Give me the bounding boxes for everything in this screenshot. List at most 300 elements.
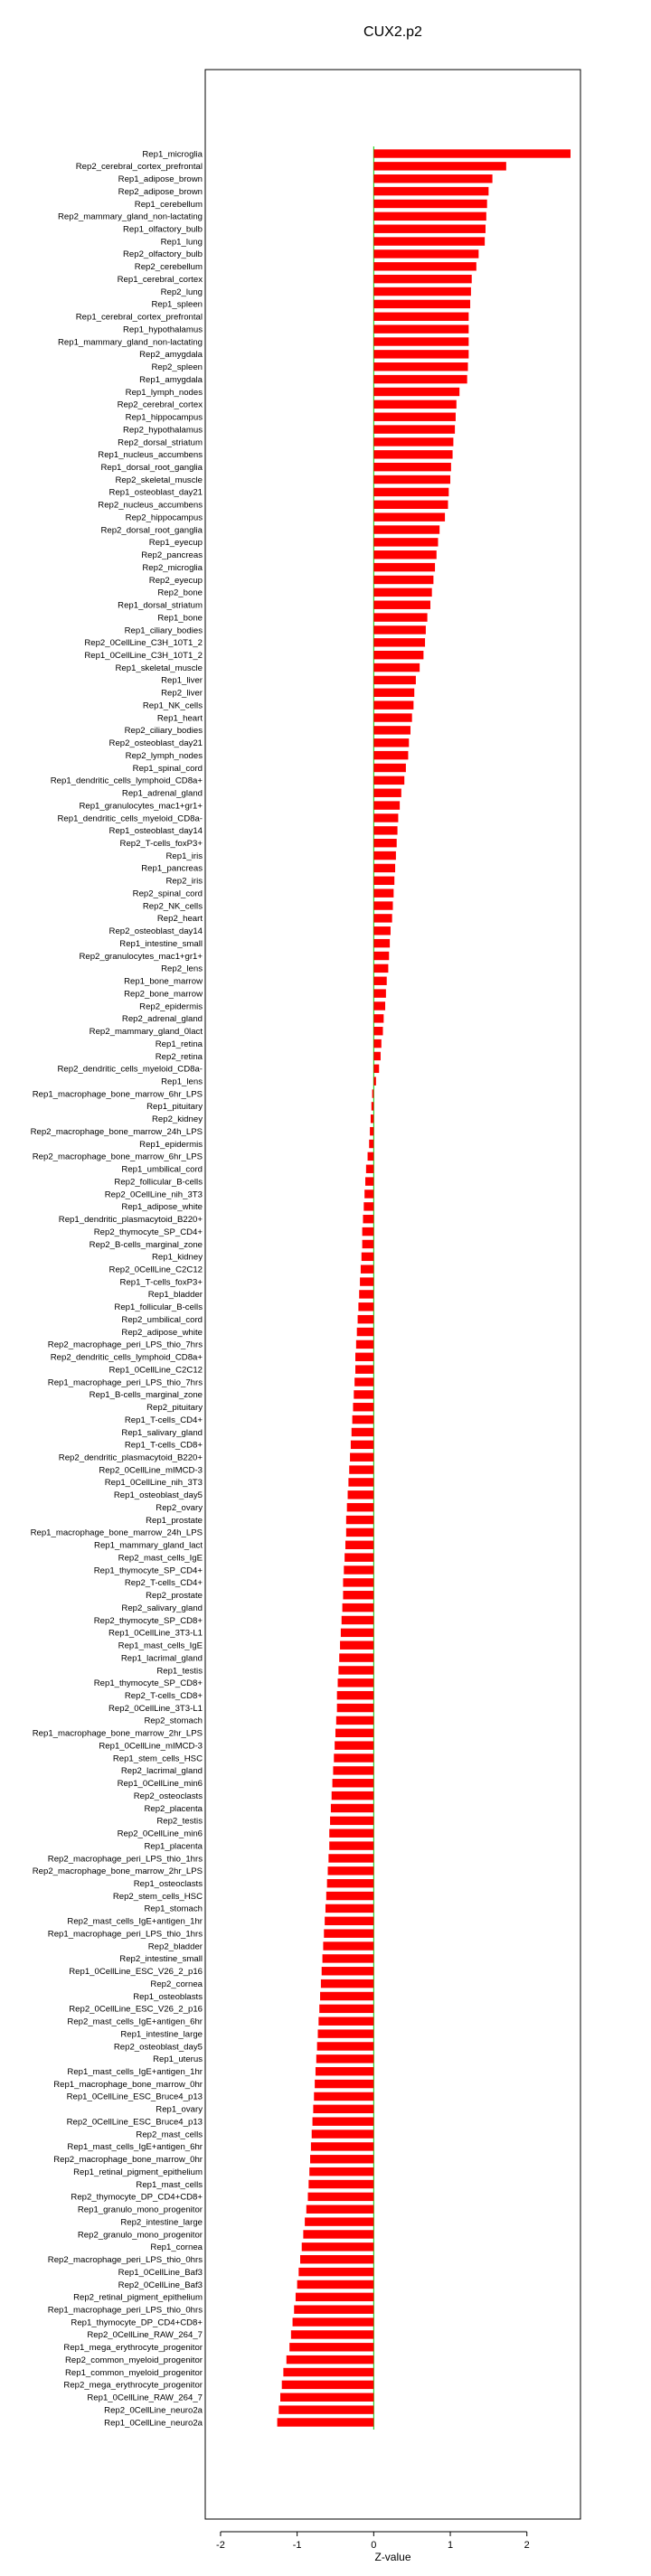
category-label: Rep1_0CellLine_RAW_264_7 xyxy=(87,2393,203,2403)
category-label: Rep1_pancreas xyxy=(141,863,203,874)
bar xyxy=(354,1377,373,1386)
bar xyxy=(335,1741,373,1749)
bar xyxy=(373,413,456,421)
x-tick-label: -1 xyxy=(292,2540,302,2551)
bar xyxy=(326,1892,374,1900)
category-label: Rep2_mammary_gland_non-lactating xyxy=(58,212,203,222)
category-label: Rep2_dendritic_cells_myeloid_CD8a- xyxy=(57,1064,203,1075)
category-label: Rep1_0CellLine_3T3-L1 xyxy=(108,1628,203,1639)
chart-title: CUX2.p2 xyxy=(363,24,422,40)
bar xyxy=(280,2393,373,2402)
bar xyxy=(317,2042,374,2050)
category-label: Rep2_mast_cells_IgE xyxy=(118,1553,203,1564)
bar xyxy=(373,776,404,785)
category-label: Rep1_lymph_nodes xyxy=(125,387,203,398)
bar xyxy=(373,877,394,885)
category-label: Rep2_0CellLine_Baf3 xyxy=(118,2280,203,2290)
category-label: Rep2_bone_marrow xyxy=(124,989,203,1000)
category-label: Rep1_mast_cells xyxy=(136,2179,203,2190)
bar xyxy=(373,764,406,772)
category-label: Rep1_macrophage_peri_LPS_thio_1hrs xyxy=(47,1929,203,1940)
bar xyxy=(359,1290,373,1298)
bar xyxy=(293,2317,374,2326)
bar xyxy=(373,989,386,997)
bar xyxy=(338,1666,373,1674)
bar xyxy=(362,1253,374,1261)
bar xyxy=(360,1277,373,1285)
category-label: Rep1_thymocyte_SP_CD4+ xyxy=(93,1565,203,1576)
category-label: Rep1_granulo_mono_progenitor xyxy=(77,2205,203,2215)
category-label: Rep2_lens xyxy=(161,964,203,974)
bar xyxy=(371,1114,373,1123)
category-label: Rep1_lung xyxy=(160,237,203,248)
bar xyxy=(373,826,397,834)
bar xyxy=(338,1678,374,1687)
bar xyxy=(283,2368,373,2376)
category-label: Rep2_mast_cells xyxy=(136,2129,203,2140)
bar xyxy=(363,1215,373,1223)
category-label: Rep1_stomach xyxy=(144,1904,203,1914)
category-label: Rep1_0CellLine_ESC_Bruce4_p13 xyxy=(66,2092,203,2102)
category-label: Rep2_0CellLine_C2C12 xyxy=(108,1264,203,1275)
bar xyxy=(329,1829,373,1838)
category-label: Rep2_bladder xyxy=(147,1941,203,1952)
category-label: Rep2_T-cells_CD8+ xyxy=(124,1690,203,1701)
bar xyxy=(321,1979,373,1988)
category-label: Rep1_macrophage_peri_LPS_thio_0hrs xyxy=(47,2305,203,2316)
category-label: Rep2_bone xyxy=(157,588,203,598)
bar xyxy=(373,738,409,747)
bar xyxy=(366,1165,373,1173)
category-label: Rep2_testis xyxy=(156,1816,203,1827)
bar xyxy=(289,2343,373,2351)
category-label: Rep1_macrophage_bone_marrow_6hr_LPS xyxy=(32,1089,203,1100)
category-label: Rep2_stem_cells_HSC xyxy=(112,1891,203,1902)
bar xyxy=(363,1202,373,1210)
category-label: Rep2_macrophage_peri_LPS_thio_1hrs xyxy=(47,1854,203,1865)
bar xyxy=(373,888,393,897)
bar xyxy=(373,337,468,345)
category-label: Rep2_spinal_cord xyxy=(132,888,203,899)
x-tick-label: 1 xyxy=(447,2540,454,2551)
category-label: Rep1_dorsal_root_ganglia xyxy=(100,462,203,473)
bar xyxy=(347,1503,374,1511)
category-label: Rep2_adipose_brown xyxy=(118,186,203,197)
bar xyxy=(355,1353,373,1361)
bar xyxy=(339,1653,373,1661)
bar xyxy=(300,2255,373,2263)
category-label: Rep2_pituitary xyxy=(146,1403,203,1414)
category-label: Rep1_granulocytes_mac1+gr1+ xyxy=(79,801,203,812)
category-label: Rep2_nucleus_accumbens xyxy=(98,500,203,511)
bar xyxy=(327,1879,374,1887)
category-label: Rep1_osteoclasts xyxy=(133,1879,203,1890)
category-label: Rep2_dorsal_root_ganglia xyxy=(100,525,203,536)
bar xyxy=(333,1779,374,1787)
category-label: Rep1_hypothalamus xyxy=(122,324,203,335)
bar xyxy=(354,1390,373,1398)
bar xyxy=(331,1804,373,1812)
bar xyxy=(373,638,425,646)
category-label: Rep2_T-cells_CD4+ xyxy=(124,1578,203,1589)
x-tick-label: 2 xyxy=(524,2540,530,2551)
bar xyxy=(320,1992,373,2000)
bar xyxy=(316,2054,374,2063)
bar xyxy=(307,2193,373,2201)
bar xyxy=(373,1089,374,1097)
bar xyxy=(373,651,423,659)
bar xyxy=(335,1729,373,1737)
category-label: Rep2_osteoblast_day21 xyxy=(108,738,203,749)
category-label: Rep2_macrophage_bone_marrow_0hr xyxy=(53,2155,203,2166)
bar xyxy=(315,2080,373,2088)
category-label: Rep1_bone xyxy=(157,613,203,624)
category-label: Rep2_follicular_B-cells xyxy=(114,1177,203,1188)
bar xyxy=(373,700,413,709)
category-label: Rep2_heart xyxy=(156,914,203,925)
bar xyxy=(373,313,468,321)
category-label: Rep1_lens xyxy=(161,1076,203,1087)
category-label: Rep1_T-cells_CD4+ xyxy=(124,1415,203,1425)
bar xyxy=(373,512,445,521)
plot-frame xyxy=(205,70,580,2519)
bar xyxy=(330,1817,373,1825)
bar xyxy=(302,2242,374,2251)
bar xyxy=(373,425,455,433)
category-label: Rep2_macrophage_bone_marrow_2hr_LPS xyxy=(32,1866,203,1877)
category-label: Rep1_amygdala xyxy=(139,374,203,385)
category-label: Rep1_0CellLine_Baf3 xyxy=(118,2267,203,2278)
category-label: Rep1_dendritic_cells_myeloid_CD8a- xyxy=(57,813,203,824)
category-label: Rep2_intestine_small xyxy=(119,1954,203,1965)
category-label: Rep1_kidney xyxy=(151,1252,203,1263)
category-label: Rep2_placenta xyxy=(144,1803,203,1814)
category-label: Rep2_cerebral_cortex xyxy=(117,400,203,410)
category-label: Rep2_lung xyxy=(160,287,203,297)
bar xyxy=(373,275,471,283)
category-label: Rep2_T-cells_foxP3+ xyxy=(119,839,203,850)
category-label: Rep2_epidermis xyxy=(139,1001,203,1012)
bar xyxy=(313,2117,374,2125)
bar xyxy=(364,1189,373,1198)
bar xyxy=(370,1127,373,1135)
category-label: Rep1_0CellLine_min6 xyxy=(117,1779,203,1790)
category-label: Rep2_olfactory_bulb xyxy=(122,249,203,260)
category-label: Rep2_NK_cells xyxy=(142,901,203,912)
bar xyxy=(373,563,435,571)
category-label: Rep1_dendritic_cells_lymphoid_CD8a+ xyxy=(50,776,203,786)
bar xyxy=(373,1065,379,1073)
category-label: Rep1_osteoblast_day21 xyxy=(108,487,203,498)
bar xyxy=(373,676,416,684)
category-label: Rep2_hippocampus xyxy=(125,512,203,523)
bar xyxy=(313,2105,373,2113)
bar xyxy=(316,2067,373,2075)
category-label: Rep1_B-cells_marginal_zone xyxy=(89,1390,203,1401)
bar xyxy=(373,839,396,847)
category-label: Rep2_0CellLine_neuro2a xyxy=(104,2405,203,2416)
category-label: Rep1_spinal_cord xyxy=(132,763,203,774)
category-label: Rep2_0CellLine_mIMCD-3 xyxy=(99,1465,203,1476)
category-label: Rep2_microglia xyxy=(142,562,203,573)
category-label: Rep1_microglia xyxy=(142,149,203,160)
category-label: Rep1_0CellLine_neuro2a xyxy=(104,2418,203,2429)
bar xyxy=(349,1465,373,1473)
bar xyxy=(373,914,392,922)
category-label: Rep2_cornea xyxy=(150,1979,203,1989)
bar xyxy=(373,977,386,985)
category-label: Rep1_uterus xyxy=(153,2054,203,2065)
category-label: Rep1_hippocampus xyxy=(125,412,203,423)
category-label: Rep1_intestine_large xyxy=(120,2029,203,2040)
bar xyxy=(373,475,450,484)
category-label: Rep1_0CellLine_C3H_10T1_2 xyxy=(84,650,203,661)
category-label: Rep1_T-cells_foxP3+ xyxy=(119,1277,203,1288)
category-label: Rep2_mast_cells_IgE+antigen_1hr xyxy=(67,1916,203,1927)
bar xyxy=(373,224,486,232)
category-label: Rep1_osteoblasts xyxy=(133,1991,203,2002)
category-label: Rep2_dorsal_striatum xyxy=(118,437,203,448)
bar xyxy=(361,1264,373,1273)
bar xyxy=(373,601,430,609)
category-label: Rep2_umbilical_cord xyxy=(121,1314,203,1325)
bar xyxy=(346,1516,373,1524)
bar xyxy=(356,1340,373,1349)
bar xyxy=(373,801,400,809)
bar xyxy=(319,2005,373,2013)
category-label: Rep1_adrenal_gland xyxy=(121,788,203,799)
bar xyxy=(373,901,392,909)
category-label: Rep1_testis xyxy=(156,1666,203,1677)
bar xyxy=(337,1691,374,1699)
bar xyxy=(305,2217,373,2225)
bar xyxy=(342,1616,374,1624)
bar xyxy=(373,300,470,308)
category-label: Rep2_0CellLine_ESC_V26_2_p16 xyxy=(69,2004,203,2015)
bar xyxy=(323,1954,374,1962)
category-label: Rep2_macrophage_peri_LPS_thio_0hrs xyxy=(47,2255,203,2266)
category-label: Rep2_lacrimal_gland xyxy=(120,1766,203,1777)
bar xyxy=(341,1629,373,1637)
bar xyxy=(373,689,414,697)
category-label: Rep1_dendritic_plasmacytoid_B220+ xyxy=(58,1215,203,1226)
bar xyxy=(373,463,451,471)
category-label: Rep1_common_myeloid_progenitor xyxy=(65,2367,203,2378)
category-label: Rep2_hypothalamus xyxy=(122,425,203,436)
category-label: Rep1_mega_erythrocyte_progenitor xyxy=(63,2343,203,2354)
bar xyxy=(346,1528,373,1537)
x-axis-label: Z-value xyxy=(374,2551,411,2563)
category-label: Rep2_intestine_large xyxy=(120,2217,203,2228)
category-label: Rep1_0CellLine_mIMCD-3 xyxy=(99,1741,203,1752)
bar xyxy=(373,1052,381,1060)
category-label: Rep2_0CellLine_ESC_Bruce4_p13 xyxy=(66,2117,203,2128)
bar xyxy=(373,1076,376,1085)
category-label: Rep2_salivary_gland xyxy=(121,1603,203,1613)
bar xyxy=(373,212,486,221)
bar xyxy=(373,162,506,170)
category-label: Rep1_mammary_gland_lact xyxy=(94,1540,203,1551)
bar xyxy=(340,1641,373,1650)
bar xyxy=(345,1541,373,1549)
category-label: Rep1_ciliary_bodies xyxy=(124,625,203,636)
bar xyxy=(329,1841,373,1849)
bar xyxy=(344,1565,373,1574)
category-label: Rep2_retina xyxy=(155,1051,203,1062)
bar xyxy=(358,1302,373,1311)
category-label: Rep1_prostate xyxy=(146,1515,203,1526)
category-label: Rep1_NK_cells xyxy=(142,700,203,711)
category-label: Rep1_iris xyxy=(165,851,203,861)
x-tick-label: -2 xyxy=(216,2540,225,2551)
category-label: Rep1_macrophage_bone_marrow_0hr xyxy=(53,2079,203,2090)
bar xyxy=(307,2205,374,2214)
bar xyxy=(373,237,485,245)
category-label: Rep1_liver xyxy=(161,675,203,686)
category-label: Rep1_placenta xyxy=(144,1841,203,1852)
category-label: Rep2_thymocyte_SP_CD4+ xyxy=(93,1227,203,1237)
category-label: Rep2_skeletal_muscle xyxy=(115,475,203,485)
category-label: Rep2_0CellLine_3T3-L1 xyxy=(108,1703,203,1714)
bar xyxy=(373,964,388,973)
category-label: Rep2_0CellLine_nih_3T3 xyxy=(104,1189,203,1200)
bar xyxy=(278,2418,374,2426)
bar xyxy=(351,1441,373,1449)
category-label: Rep2_macrophage_bone_marrow_24h_LPS xyxy=(30,1126,203,1137)
category-label: Rep2_macrophage_peri_LPS_thio_7hrs xyxy=(47,1340,203,1350)
category-label: Rep1_adipose_brown xyxy=(118,174,203,185)
category-label: Rep1_osteoblast_day14 xyxy=(108,826,203,837)
bar xyxy=(344,1553,373,1561)
bar xyxy=(323,1941,373,1950)
category-label: Rep2_prostate xyxy=(146,1591,203,1602)
bar xyxy=(373,287,471,296)
bar xyxy=(365,1177,373,1185)
bar xyxy=(318,2017,373,2026)
bar xyxy=(310,2155,373,2163)
bar xyxy=(373,149,571,157)
bar xyxy=(343,1591,373,1599)
category-label: Rep2_osteoblast_day5 xyxy=(113,2042,203,2053)
bar xyxy=(309,2167,373,2176)
category-label: Rep2_common_myeloid_progenitor xyxy=(65,2355,203,2365)
category-label: Rep1_cerebral_cortex xyxy=(117,274,203,285)
bar xyxy=(352,1428,374,1436)
bar xyxy=(298,2268,373,2276)
category-label: Rep2_dendritic_cells_lymphoid_CD8a+ xyxy=(50,1352,203,1363)
category-label: Rep2_spleen xyxy=(151,362,203,373)
bar xyxy=(328,1866,374,1875)
category-label: Rep1_0CellLine_C2C12 xyxy=(108,1365,203,1376)
bar xyxy=(373,813,398,822)
category-label: Rep2_mast_cells_IgE+antigen_6hr xyxy=(67,2017,203,2027)
bar xyxy=(353,1415,374,1424)
category-label: Rep2_mammary_gland_0lact xyxy=(89,1027,203,1038)
category-label: Rep2_thymocyte_DP_CD4+CD8+ xyxy=(71,2192,203,2203)
category-label: Rep1_thymocyte_SP_CD8+ xyxy=(93,1678,203,1689)
category-label: Rep2_osteoclasts xyxy=(133,1791,203,1801)
bar xyxy=(373,350,468,358)
bar xyxy=(308,2180,373,2188)
category-label: Rep2_0CellLine_min6 xyxy=(117,1829,203,1839)
bar xyxy=(358,1315,374,1323)
bar xyxy=(334,1753,373,1762)
bar xyxy=(373,362,467,371)
category-label: Rep2_adrenal_gland xyxy=(121,1014,203,1025)
bar xyxy=(282,2381,374,2389)
x-ticks xyxy=(216,2532,530,2551)
bar xyxy=(373,200,486,208)
category-label: Rep1_nucleus_accumbens xyxy=(98,450,203,461)
bar xyxy=(296,2293,373,2301)
category-label: Rep2_ovary xyxy=(156,1502,203,1513)
bar xyxy=(325,1917,373,1925)
bar xyxy=(355,1365,373,1373)
category-label: Rep1_olfactory_bulb xyxy=(122,224,203,235)
bar xyxy=(326,1904,373,1913)
category-label: Rep1_macrophage_bone_marrow_2hr_LPS xyxy=(32,1728,203,1739)
bar xyxy=(291,2330,373,2338)
category-labels xyxy=(31,149,203,2428)
bar xyxy=(363,1240,374,1248)
bar xyxy=(373,262,476,270)
category-label: Rep2_pancreas xyxy=(141,550,203,561)
bar xyxy=(373,588,431,597)
bar xyxy=(373,713,411,721)
bar xyxy=(373,851,396,860)
bar xyxy=(369,1140,373,1148)
category-label: Rep1_bladder xyxy=(147,1290,203,1301)
category-label: Rep1_dorsal_striatum xyxy=(118,600,203,611)
category-label: Rep1_umbilical_cord xyxy=(121,1164,203,1175)
bar xyxy=(373,789,401,797)
category-label: Rep2_thymocyte_SP_CD8+ xyxy=(93,1615,203,1626)
category-label: Rep2_mega_erythrocyte_progenitor xyxy=(63,2380,203,2391)
bar xyxy=(311,2142,373,2150)
category-label: Rep1_heart xyxy=(156,713,203,724)
category-label: Rep1_cerebral_cortex_prefrontal xyxy=(75,312,203,323)
category-label: Rep1_spleen xyxy=(151,299,203,310)
bar xyxy=(343,1603,374,1612)
category-label: Rep1_adipose_white xyxy=(121,1202,203,1213)
category-label: Rep2_cerebellum xyxy=(134,262,203,273)
bar xyxy=(373,437,453,446)
category-label: Rep2_macrophage_bone_marrow_6hr_LPS xyxy=(32,1152,203,1162)
bar xyxy=(373,1014,383,1022)
category-label: Rep1_retinal_pigment_epithelium xyxy=(73,2167,203,2177)
bar xyxy=(333,1766,373,1774)
category-label: Rep1_stem_cells_HSC xyxy=(112,1753,203,1764)
bar xyxy=(312,2129,374,2138)
bar xyxy=(373,864,395,872)
category-label: Rep2_cerebral_cortex_prefrontal xyxy=(75,162,203,173)
bar xyxy=(332,1791,374,1800)
category-label: Rep2_lymph_nodes xyxy=(125,750,203,761)
bar xyxy=(297,2280,374,2289)
bar xyxy=(368,1152,374,1161)
category-label: Rep1_mast_cells_IgE+antigen_1hr xyxy=(67,2067,203,2078)
category-label: Rep2_iris xyxy=(165,876,203,887)
bar xyxy=(373,726,410,734)
category-label: Rep1_bone_marrow xyxy=(124,976,203,987)
category-label: Rep1_0CellLine_nih_3T3 xyxy=(104,1478,203,1489)
category-label: Rep2_dendritic_plasmacytoid_B220+ xyxy=(58,1453,203,1463)
bar xyxy=(373,375,467,383)
bar xyxy=(373,1001,385,1010)
category-label: Rep1_mast_cells_IgE+antigen_6hr xyxy=(67,2142,203,2153)
category-label: Rep1_macrophage_peri_LPS_thio_7hrs xyxy=(47,1377,203,1388)
category-label: Rep2_osteoblast_day14 xyxy=(108,926,203,937)
